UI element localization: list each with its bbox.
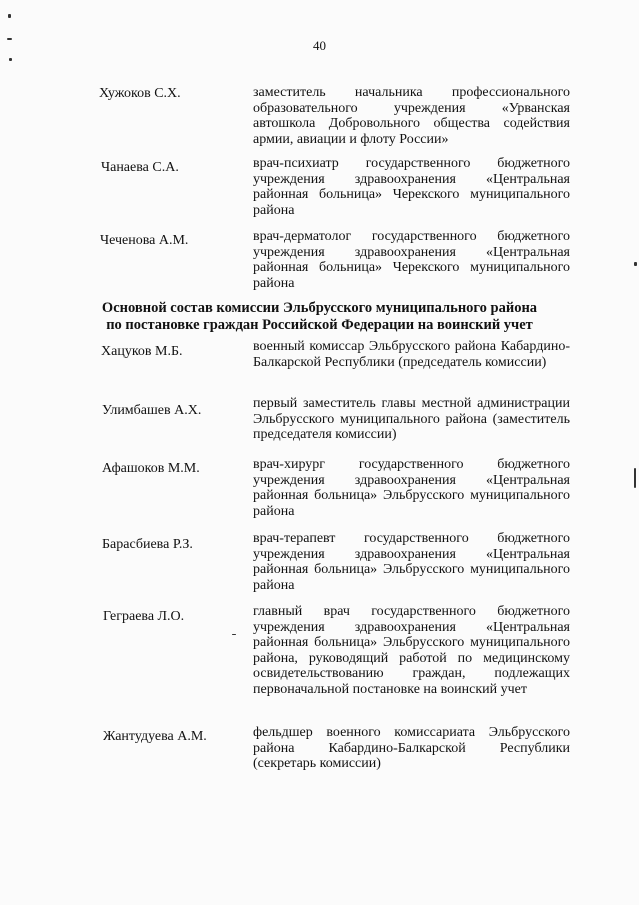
- member-position: врач-хирург государственного бюджетного учреждения здравоохранения «Центральная районная больница» Эльбрусского муниципального района: [253, 457, 570, 519]
- member-position: врач-терапевт государственного бюджетного учреждения здравоохранения «Центральная районная больница» Эльбрусского муниципального района: [253, 531, 570, 593]
- member-name: Чанаева С.А.: [101, 160, 179, 175]
- member-name: Геграева Л.О.: [103, 609, 185, 624]
- heading-line-1: Основной состав комиссии Эльбрусского муниципального района: [101, 300, 538, 316]
- member-position: военный комиссар Эльбрусского района Кабардино-Балкарской Республики (председатель комиссии): [253, 339, 570, 370]
- member-position: главный врач государственного бюджетного учреждения здравоохранения «Центральная районная больница» Эльбрусского муниципального района, руководящий работой по медицинскому освидетельствованию граждан, подлежащих первоначальной постановке на воинский учет: [253, 604, 570, 697]
- member-position: заместитель начальника профессионального образовательного учреждения «Урванская автошкола Добровольного общества содействия армии, авиации и флоту России»: [253, 85, 570, 147]
- scan-mark: [8, 14, 11, 18]
- scan-mark: [9, 58, 12, 61]
- page-number: 40: [313, 38, 326, 53]
- member-name: Хацуков М.Б.: [101, 344, 183, 359]
- section-heading: [0, 300, 639, 334]
- member-name: Хужоков С.Х.: [99, 86, 181, 101]
- scan-mark: [232, 634, 236, 635]
- member-position: первый заместитель главы местной администрации Эльбрусского муниципального района (заместитель председателя комиссии): [253, 396, 570, 442]
- scan-mark: [634, 262, 637, 266]
- scan-mark: [634, 468, 636, 488]
- member-position: врач-дерматолог государственного бюджетного учреждения здравоохранения «Центральная районная больница» Черекского муниципального района: [253, 229, 570, 291]
- heading-line-2: по постановке граждан Российской Федерации на воинский учет: [106, 317, 533, 333]
- member-name: Барасбиева Р.З.: [102, 537, 193, 552]
- member-name: Чеченова А.М.: [100, 233, 189, 248]
- member-position: фельдшер военного комиссариата Эльбрусского района Кабардино-Балкарской Республики (секретарь комиссии): [253, 725, 570, 771]
- member-position: врач-психиатр государственного бюджетного учреждения здравоохранения «Центральная районная больница» Черекского муниципального района: [253, 156, 570, 218]
- member-name: Афашоков М.М.: [102, 461, 200, 476]
- member-name: Улимбашев А.Х.: [102, 403, 202, 418]
- member-name: Жантудуева А.М.: [103, 729, 207, 744]
